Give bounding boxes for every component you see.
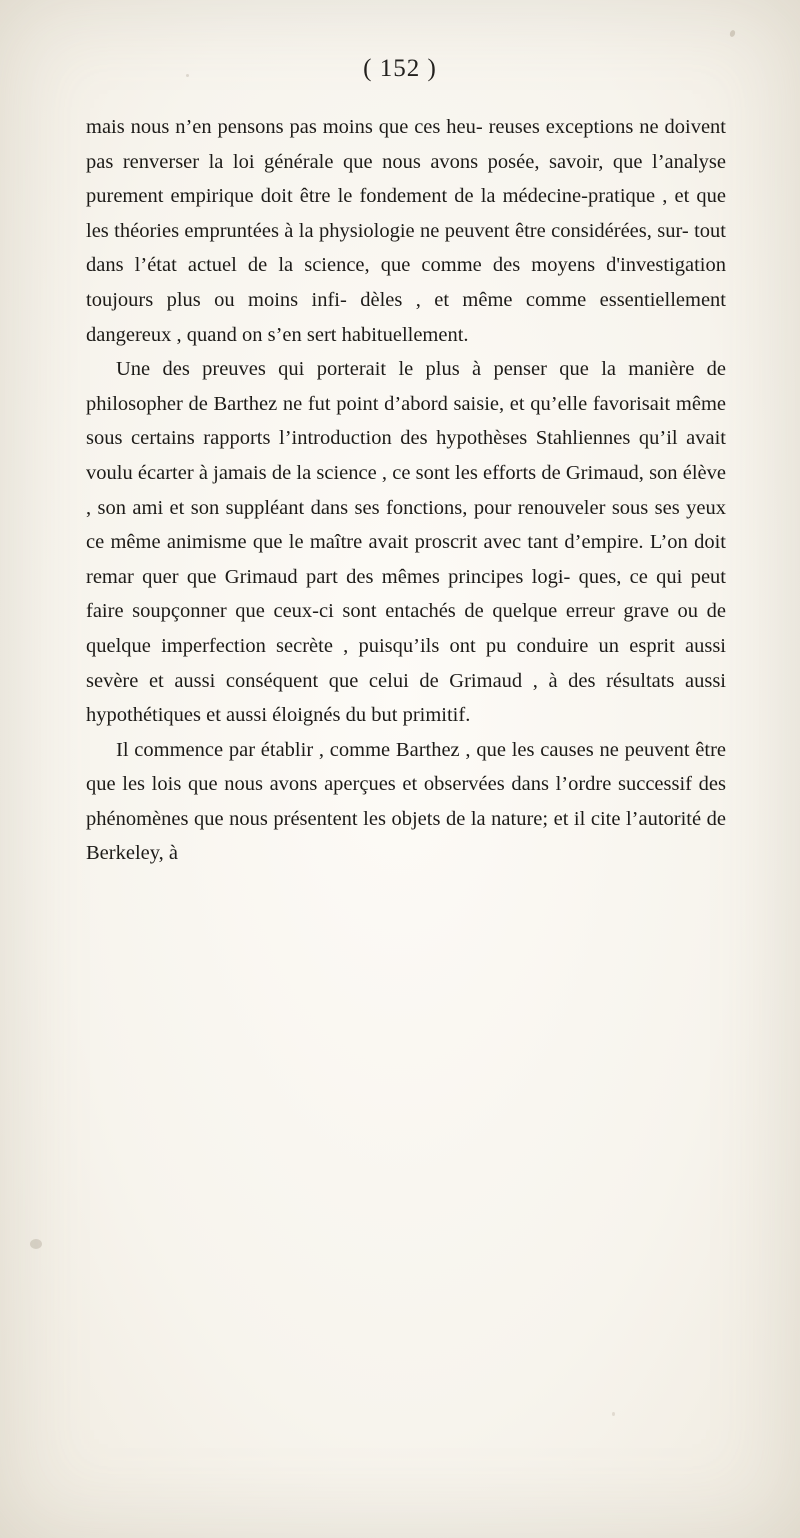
paper-speck-icon xyxy=(30,1239,42,1249)
paper-speck-icon xyxy=(729,29,736,37)
body-text xyxy=(86,110,726,871)
paragraph-3: Il commence par établir , comme Barthez , que les causes ne peuvent être que les lois que nous avons aperçues et observées dans l’ordre successif des phénomènes que nous présentent les objets de la nature; et il cite l’autorité de Berkeley, à xyxy=(86,738,726,865)
paper-speck-icon xyxy=(612,1412,615,1416)
paragraph-2: Une des preuves qui porterait le plus à penser que la manière de philosopher de Barthez ne fut point d’abord saisie, et qu’elle favorisait même sous certains rapports l’introduction des hypothèses Stahliennes qu’il avait voulu écarter à jamais de la science , ce sont les efforts de Grimaud, son élève , son ami et son suppléant dans ses fonctions, pour renouveler sous ses yeux ce même animisme que le maître avait proscrit avec tant d’empire. L’on doit remar quer que Grimaud part des mêmes principes logi‑ ques, ce qui peut faire soupçonner que ceux-ci sont entachés de quelque erreur grave ou de quelque imperfection secrète , puisqu’ils ont pu conduire un esprit aussi sevère et aussi conséquent que celui de Grimaud , à des résultats aussi hypothétiques et aussi éloignés du but primitif. xyxy=(86,358,726,727)
paper-speck-icon xyxy=(186,74,189,77)
page-number: ( 152 ) xyxy=(363,55,437,82)
paragraph-1: mais nous n’en pensons pas moins que ces heu‑ reuses exceptions ne doivent pas renverser la loi générale que nous avons posée, savoir, que l’analyse purement empirique doit être le fondement de la médecine-pratique , et que les théories empruntées à la physiologie ne peuvent être considérées, sur- tout dans l’état actuel de la science, que comme des moyens d'investigation toujours plus ou moins infi- dèles , et même comme essentiellement dangereux , quand on s’en sert habituellement. xyxy=(86,116,726,346)
